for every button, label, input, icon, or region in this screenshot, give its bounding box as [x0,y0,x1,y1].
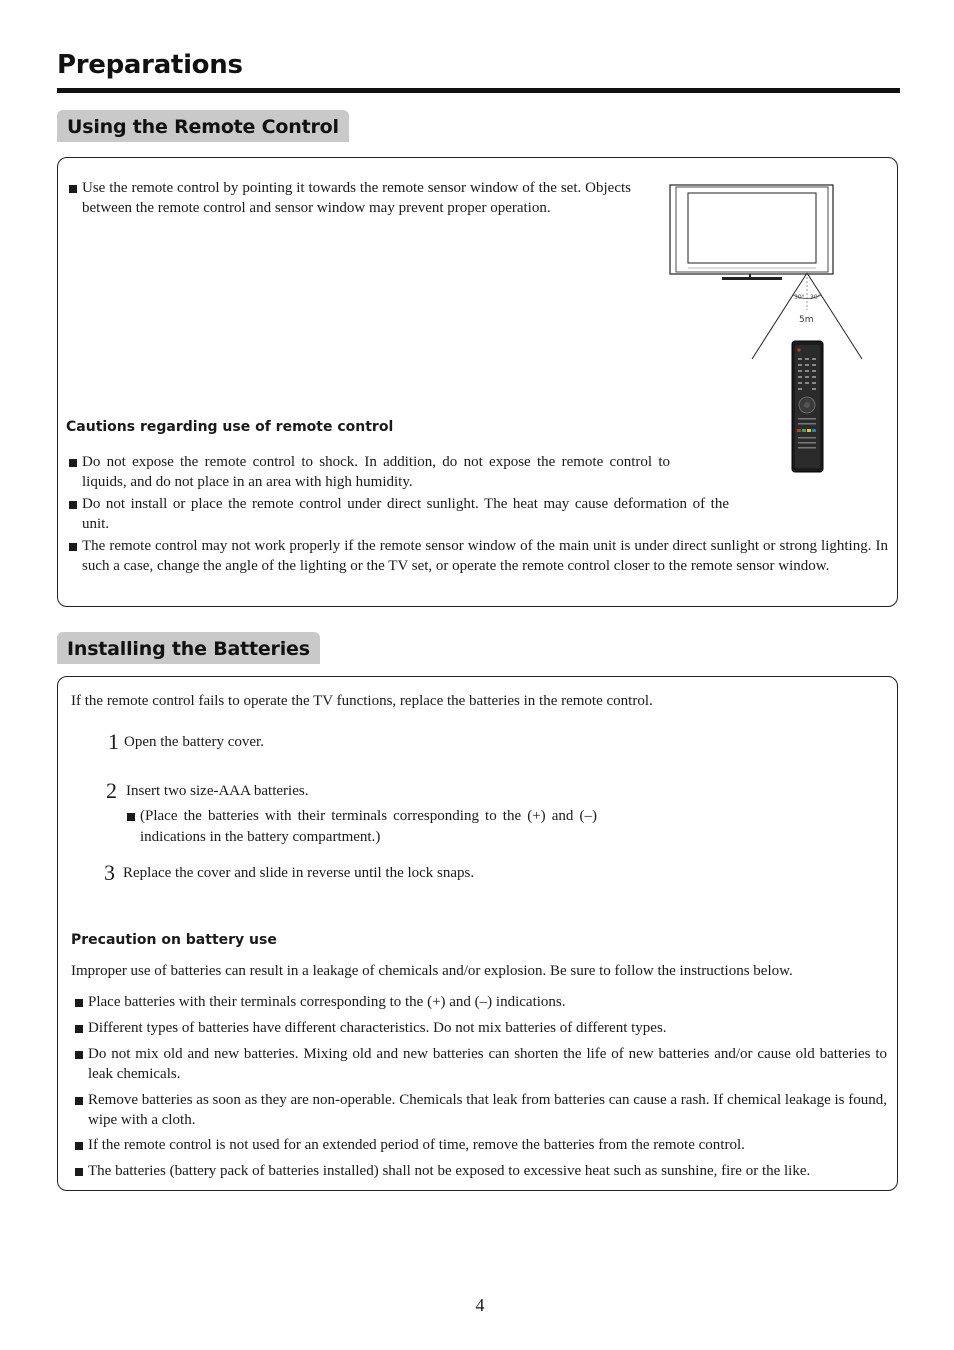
distance-label: 5m [799,315,814,325]
precaution-item [75,1018,887,1038]
precaution-text: Place batteries with their terminals corresponding to the (+) and (–) indications. [88,994,566,1010]
bullet-square-icon [75,999,83,1007]
precaution-text: The batteries (battery pack of batteries installed) shall not be exposed to excessive heat such as sunshine, fire or the like. [88,1163,811,1179]
step-text: Open the battery cover. [124,734,264,750]
caution-item [69,536,888,576]
step-number: 3 [104,860,115,885]
angle-left-label: 30° [794,294,805,301]
bullet-square-icon [69,501,77,509]
section-tab-batteries: Installing the Batteries [57,632,320,664]
tv-remote-illustration [660,178,880,478]
bullet-square-icon [127,813,135,821]
step-note-text: (Place the batteries with their terminals corresponding to the (+) and (–) indications in the battery compartment.) [140,808,597,845]
angle-right-label: 30° [810,294,821,301]
step-text: Insert two size-AAA batteries. [126,783,309,799]
caution-text: The remote control may not work properly if the remote sensor window of the main unit is under direct sunlight or strong lighting. In such a case, change the angle of the lighting or the TV set, or operate the remote control closer to the remote sensor window. [82,538,888,574]
caution-item [69,494,729,534]
caution-text: Do not expose the remote control to shock. In addition, do not expose the remote control to liquids, and do not place in an area with high humidity. [82,454,670,490]
remote-intro-text: Use the remote control by pointing it towards the remote sensor window of the set. Objects between the remote control and sensor window may prevent proper operation. [82,180,631,216]
precaution-intro: Improper use of batteries can result in a leakage of chemicals and/or explosion. Be sure to follow the instructions below. [71,963,793,979]
precaution-text: Remove batteries as soon as they are non-operable. Chemicals that leak from batteries can cause a rash. If chemical leakage is found, wipe with a cloth. [88,1092,887,1128]
battery-intro: If the remote control fails to operate the TV functions, replace the batteries in the remote control. [71,693,653,709]
section-tab-remote: Using the Remote Control [57,110,349,142]
bullet-square-icon [69,185,77,193]
bullet-square-icon [75,1025,83,1033]
precaution-item [75,1090,887,1130]
remote-control-icon [792,341,823,472]
bullet-square-icon [69,459,77,467]
bullet-square-icon [75,1051,83,1059]
bullet-square-icon [75,1168,83,1176]
caution-item [69,452,670,492]
precaution-heading: Precaution on battery use [71,932,277,948]
bullet-square-icon [75,1142,83,1150]
precaution-text: If the remote control is not used for an extended period of time, remove the batteries from the remote control. [88,1137,745,1153]
precaution-item [75,1135,887,1155]
page-number: 4 [475,1295,485,1315]
step-text: Replace the cover and slide in reverse until the lock snaps. [123,865,475,881]
title-rule [57,88,900,93]
precaution-item [75,1161,887,1181]
remote-intro-bullet [69,178,631,218]
cautions-heading: Cautions regarding use of remote control [66,419,394,435]
tv-set-icon [670,185,833,280]
precaution-item [75,1044,887,1084]
precaution-text: Do not mix old and new batteries. Mixing old and new batteries can shorten the life of new batteries and/or cause old batteries to leak chemicals. [88,1046,887,1082]
bullet-square-icon [75,1097,83,1105]
precaution-item [75,992,887,1012]
bullet-square-icon [69,543,77,551]
step-number: 1 [108,729,119,754]
step-number: 2 [106,778,117,803]
step-note [127,806,597,848]
page-title: Preparations [57,50,243,80]
precaution-text: Different types of batteries have different characteristics. Do not mix batteries of different types. [88,1020,667,1036]
caution-text: Do not install or place the remote control under direct sunlight. The heat may cause deformation of the unit. [82,496,729,532]
